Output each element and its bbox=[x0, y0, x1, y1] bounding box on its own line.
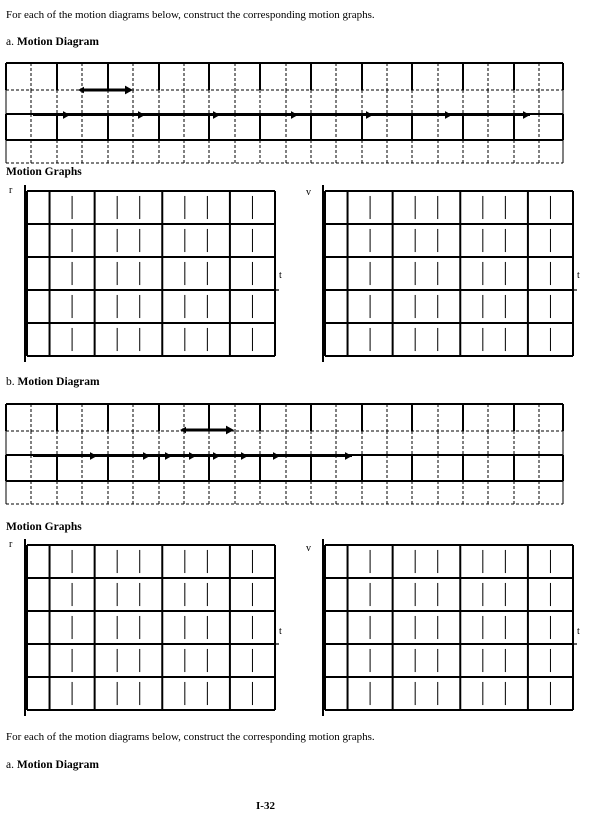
repeat-prefix: a. bbox=[6, 759, 14, 771]
page-number: I-32 bbox=[256, 800, 275, 812]
part-a-v-axis-label: v bbox=[306, 187, 311, 198]
part-a-r-axis-label: r bbox=[9, 185, 13, 196]
part-b-title: Motion Diagram bbox=[17, 376, 100, 388]
part-b-v-axis-label: v bbox=[306, 543, 311, 554]
part-b-prefix: b. bbox=[6, 376, 15, 388]
part-a-prefix: a. bbox=[6, 36, 14, 48]
part-a-r-time-label: t bbox=[279, 270, 282, 281]
repeat-instructions: For each of the motion diagrams below, construct the corresponding motion graphs. bbox=[6, 731, 375, 743]
part-b-v-time-label: t bbox=[577, 626, 580, 637]
part-b-graphs-heading: Motion Graphs bbox=[6, 521, 82, 533]
instructions: For each of the motion diagrams below, construct the corresponding motion graphs. bbox=[6, 9, 375, 21]
position-time-graph-b[interactable] bbox=[25, 539, 279, 716]
repeat-heading bbox=[6, 760, 99, 772]
part-a-graphs-heading: Motion Graphs bbox=[6, 166, 82, 178]
repeat-title: Motion Diagram bbox=[16, 759, 99, 771]
part-b-r-time-label: t bbox=[279, 626, 282, 637]
velocity-time-graph-b[interactable] bbox=[323, 539, 577, 716]
part-a-title: Motion Diagram bbox=[16, 36, 99, 48]
part-b-r-axis-label: r bbox=[9, 539, 13, 550]
part-a-v-time-label: t bbox=[577, 270, 580, 281]
